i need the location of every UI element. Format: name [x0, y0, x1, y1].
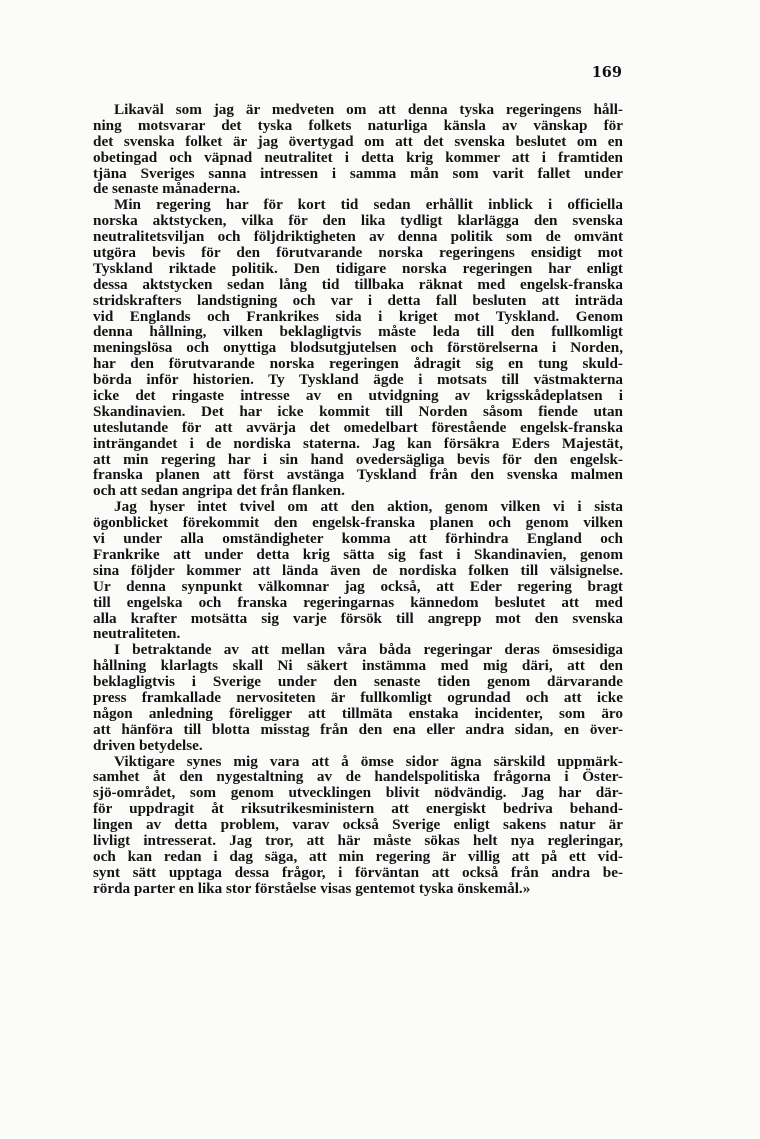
text-line: Ur denna synpunkt välkomnar jag också, att Eder regering bragt [93, 577, 623, 595]
text-line: Tyskland riktade politik. Den tidigare norska regeringen har enligt [93, 259, 623, 277]
text-line: I betraktande av att mellan våra båda regeringar deras ömsesidiga [114, 641, 623, 659]
text-line: att min regering har i sin hand ovedersägliga bevis för den engelsk- [93, 450, 623, 468]
text-line: det svenska folket är jag övertygad om att det svenska beslutet om en [93, 132, 623, 150]
page-number: 169 [591, 64, 622, 81]
text-line: norska aktstycken, vilka för den lika tydligt klarlägga den svenska [93, 212, 623, 230]
text-line: Likaväl som jag är medveten om att denna tyska regeringens håll- [114, 101, 623, 118]
text-line: meningslösa och onyttiga blodsutgjutelsen och förstörelserna i Norden, [93, 339, 623, 357]
text-line: för uppdragit åt riksutrikesministern att energiskt bedriva behand- [93, 800, 623, 818]
text-line: vi under alla omständigheter komma att förhindra England och [93, 530, 623, 548]
text-line: obetingad och väpnad neutralitet i detta krig kommer att i framtiden [93, 148, 623, 166]
text-line: Min regering har för kort tid sedan erhållit inblick i officiella [114, 196, 623, 214]
text-line: sjö-området, som genom utvecklingen blivit nödvändig. Jag har där- [93, 784, 623, 802]
text-line: börda inför historien. Ty Tyskland ägde i motsats till västmakterna [93, 371, 623, 389]
text-line: ning motsvarar det tyska folkets naturliga känsla av vänskap för [93, 116, 623, 134]
text-line: Frankrike att under detta krig sätta sig fast i Skandinavien, genom [93, 545, 623, 563]
text-line: franska planen att först avstänga Tyskland från den svenska malmen [93, 466, 623, 484]
text-line: neutraliteten. [93, 625, 181, 643]
text-line: tjäna Sveriges sanna intressen i samma mån som varit fallet under [93, 164, 623, 182]
text-line: livligt intresserat. Jag tror, att här måste sökas helt nya regleringar, [93, 831, 623, 849]
paragraph [93, 197, 623, 499]
text-line: till engelska och franska regeringarnas kännedom beslutet att med [93, 593, 623, 611]
text-line: hållning klarlagts skall Ni säkert instämma med mig däri, att den [93, 657, 623, 675]
text-line: rörda parter en lika stor förståelse visas gentemot tyska önskemål.» [93, 879, 531, 897]
text-line: press framkallade nervositeten är fullkomligt ogrundad och att icke [93, 688, 623, 706]
text-line: lingen av detta problem, varav också Sverige enligt sakens natur är [93, 816, 623, 834]
paragraph [93, 642, 623, 753]
text-line: att hänföra till blotta misstag från den ena eller andra sidan, en över- [93, 720, 623, 738]
text-line: denna hållning, vilken beklagligtvis måste leda till den fullkomligt [93, 323, 623, 341]
text-line: Viktigare synes mig vara att å ömse sidor ägna särskild uppmärk- [114, 752, 623, 770]
text-line: stridskrafters landstigning och var i detta fall besluten att inträda [93, 291, 623, 309]
text-line: inträngandet i de nordiska staterna. Jag kan försäkra Eders Majestät, [93, 434, 623, 452]
text-line: och att sedan angripa det från flanken. [93, 482, 345, 500]
text-line: de senaste månaderna. [93, 180, 241, 198]
paragraph [93, 754, 623, 897]
text-line: dessa aktstycken sedan lång tid tillbaka räknat med engelsk-franska [93, 275, 623, 293]
text-line: alla krafter motsätta sig varje försök till angrepp mot den svenska [93, 609, 623, 627]
text-line: och kan redan i dag säga, att min regering är villig att på ett vid- [93, 847, 623, 865]
text-line: driven betydelse. [93, 736, 203, 754]
text-line: sina följder kommer att lända även de nordiska folken till välsignelse. [93, 561, 623, 579]
text-line: neutralitetsviljan och följdriktigheten av denna politik som de omvänt [93, 228, 623, 246]
body-text [93, 102, 623, 897]
text-line: någon anledning föreligger att tillmäta enstaka incidenter, som äro [93, 704, 623, 722]
text-line: uteslutande för att avvärja det omedelbart förestående engelsk-franska [93, 418, 623, 436]
text-line: Skandinavien. Det har icke kommit till Norden såsom fiende utan [93, 402, 623, 420]
text-line: icke det ringaste intresse av en utvidgning av krigsskådeplatsen i [93, 387, 623, 405]
text-line: ögonblicket förekommit den engelsk-franska planen och genom vilken [93, 514, 623, 532]
text-line: vid Englands och Frankrikes sida i kriget mot Tyskland. Genom [93, 307, 623, 325]
text-line: beklagligtvis i Sverige under den senaste tiden genom därvarande [93, 673, 623, 691]
text-line: har den förutvarande norska regeringen ådragit sig en tung skuld- [93, 355, 623, 373]
text-line: samhet åt den nygestaltning av de handelspolitiska frågorna i Öster- [93, 768, 623, 786]
text-line: synt sätt upptaga dessa frågor, i förväntan att också från andra be- [93, 863, 623, 881]
text-line: utgöra bevis för den förutvarande norska regeringens ensidigt mot [93, 244, 623, 262]
paragraph [93, 102, 623, 197]
paragraph [93, 499, 623, 642]
text-line: Jag hyser intet tvivel om att den aktion, genom vilken vi i sista [114, 498, 623, 516]
